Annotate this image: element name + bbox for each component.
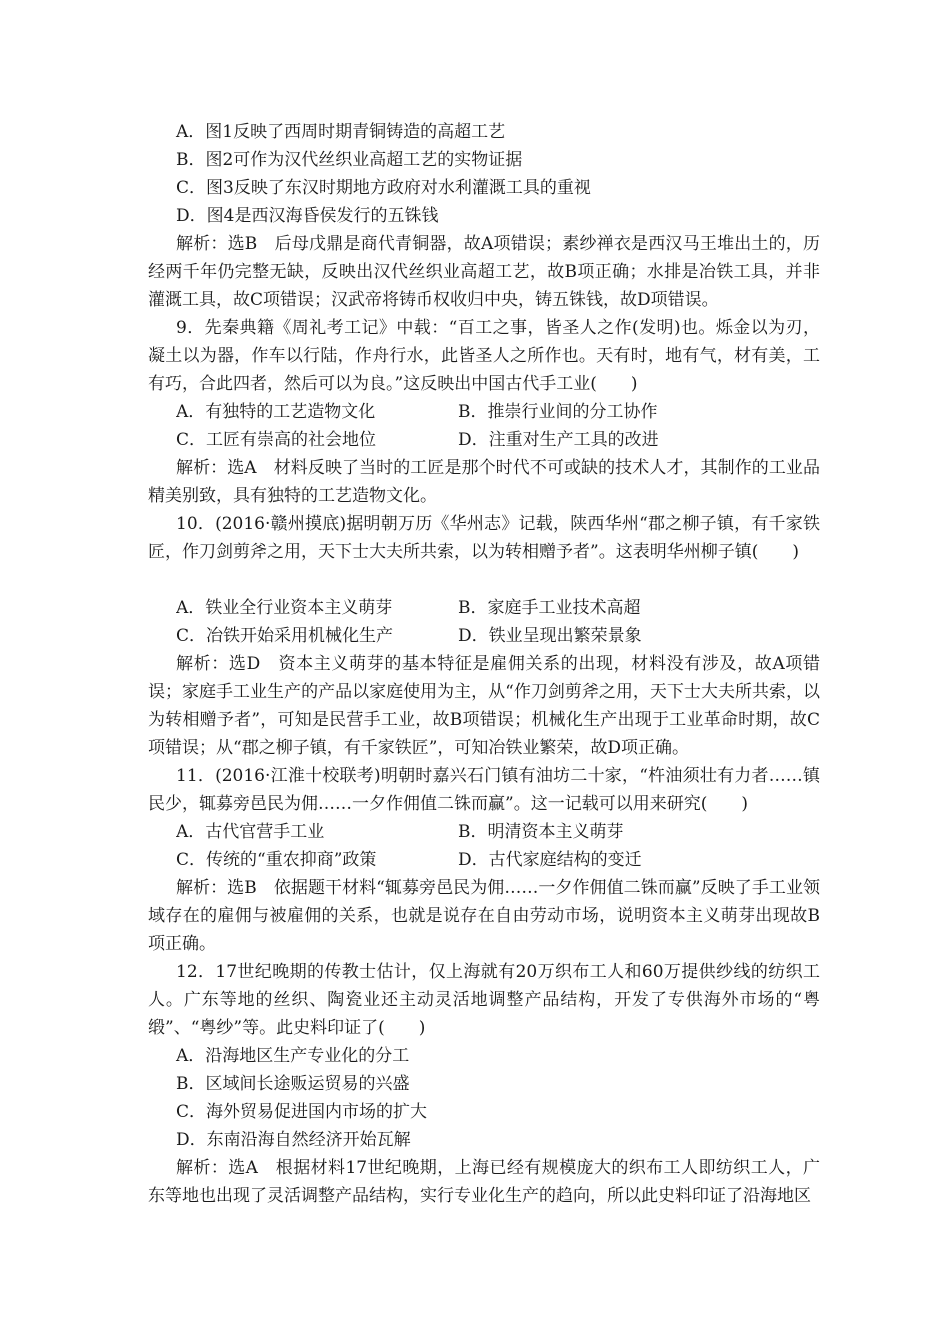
q9-option-b: B．推崇行业间的分工协作: [458, 402, 658, 422]
q11-option-d: D．古代家庭结构的变迁: [458, 850, 642, 870]
q11-answer-analysis: 解析：选B 依据题干材料“辄募旁邑民为佣……一夕作佣值二铢而赢”反映了手工业领域存在的雇佣与被雇佣的关系，也就是说存在自由劳动市场，说明资本主义萌芽出现故B项正确。: [148, 878, 820, 954]
q9-option-a: A．有独特的工艺造物文化: [176, 402, 376, 422]
q12-option-b: B．区域间长途贩运贸易的兴盛: [176, 1074, 410, 1094]
q8-option-b: B．图2可作为汉代丝织业高超工艺的实物证据: [176, 150, 523, 170]
q8-answer-analysis: 解析：选B 后母戊鼎是商代青铜器，故A项错误；素纱禅衣是西汉马王堆出土的，历经两千年仍完整无缺，反映出汉代丝织业高超工艺，故B项正确；水排是冶铁工具，并非灌溉工具，故C项错误；汉武帝将铸币权收归中央，铸五铢钱，故D项错误。: [148, 234, 820, 310]
q11-option-b: B．明清资本主义萌芽: [458, 822, 624, 842]
q10-option-a: A．铁业全行业资本主义萌芽: [176, 598, 393, 618]
q11-question-stem: 11．(2016·江淮十校联考)明朝时嘉兴石门镇有油坊二十家，“杵油须壮有力者……镇民少，辄募旁邑民为佣……一夕作佣值二铢而赢”。这一记载可以用来研究( ): [148, 766, 820, 814]
q8-option-a: A．图1反映了西周时期青铜铸造的高超工艺: [176, 122, 506, 142]
q11-options-row-1: [148, 818, 820, 846]
q10-answer-analysis: 解析：选D 资本主义萌芽的基本特征是雇佣关系的出现，材料没有涉及，故A项错误；家庭手工业生产的产品以家庭使用为主，从“作刀剑剪斧之用，天下士大夫所共索，以为转相赠予者”，可知是民营手工业，故B项错误；机械化生产出现于工业革命时期，故C项错误；从“郡之柳子镇，有千家铁匠”，可知冶铁业繁荣，故D项正确。: [148, 654, 820, 758]
q10-option-b: B．家庭手工业技术高超: [458, 598, 641, 618]
q9-options-row-1: [148, 398, 820, 426]
q11-options-row-2: [148, 846, 820, 874]
q12-answer-analysis: 解析：选A 根据材料17世纪晚期，上海已经有规模庞大的织布工人即纺织工人，广东等地也出现了灵活调整产品结构，实行专业化生产的趋向，所以此史料印证了沿海地区: [148, 1158, 820, 1206]
q11-option-c: C．传统的“重农抑商”政策: [176, 850, 377, 870]
q9-option-d: D．注重对生产工具的改进: [458, 430, 659, 450]
q12-option-a: A．沿海地区生产专业化的分工: [176, 1046, 410, 1066]
q9-options-row-2: [148, 426, 820, 454]
q10-question-stem: 10．(2016·赣州摸底)据明朝万历《华州志》记载，陕西华州“郡之柳子镇，有千家铁匠，作刀剑剪斧之用，天下士大夫所共索，以为转相赠予者”。这表明华州柳子镇( ): [148, 514, 820, 562]
q10-options-row-2: [148, 622, 820, 650]
q12-question-stem: 12．17世纪晚期的传教士估计，仅上海就有20万织布工人和60万提供纱线的纺织工人。广东等地的丝织、陶瓷业还主动灵活地调整产品结构，开发了专供海外市场的“粤缎”、“粤纱”等。此史料印证了( ): [148, 962, 820, 1038]
q9-question-stem: 9．先秦典籍《周礼考工记》中载：“百工之事，皆圣人之作(发明)也。烁金以为刃，凝土以为器，作车以行陆，作舟行水，此皆圣人之所作也。天有时，地有气，材有美，工有巧，合此四者，然后可以为良。”这反映出中国古代手工业( ): [148, 318, 820, 394]
q10-option-d: D．铁业呈现出繁荣景象: [458, 626, 642, 646]
q8-option-d: D．图4是西汉海昏侯发行的五铢钱: [176, 206, 439, 226]
q9-option-c: C．工匠有崇高的社会地位: [176, 430, 377, 450]
q12-option-c: C．海外贸易促进国内市场的扩大: [176, 1102, 428, 1122]
page-content: [148, 118, 820, 1210]
q12-option-d: D．东南沿海自然经济开始瓦解: [176, 1130, 411, 1150]
q10-options-row-1: [148, 594, 820, 622]
q9-answer-analysis: 解析：选A 材料反映了当时的工匠是那个时代不可或缺的技术人才，其制作的工业品精美别致，具有独特的工艺造物文化。: [148, 458, 820, 506]
q8-option-c: C．图3反映了东汉时期地方政府对水利灌溉工具的重视: [176, 178, 591, 198]
q10-option-c: C．冶铁开始采用机械化生产: [176, 626, 394, 646]
q11-option-a: A．古代官营手工业: [176, 822, 325, 842]
